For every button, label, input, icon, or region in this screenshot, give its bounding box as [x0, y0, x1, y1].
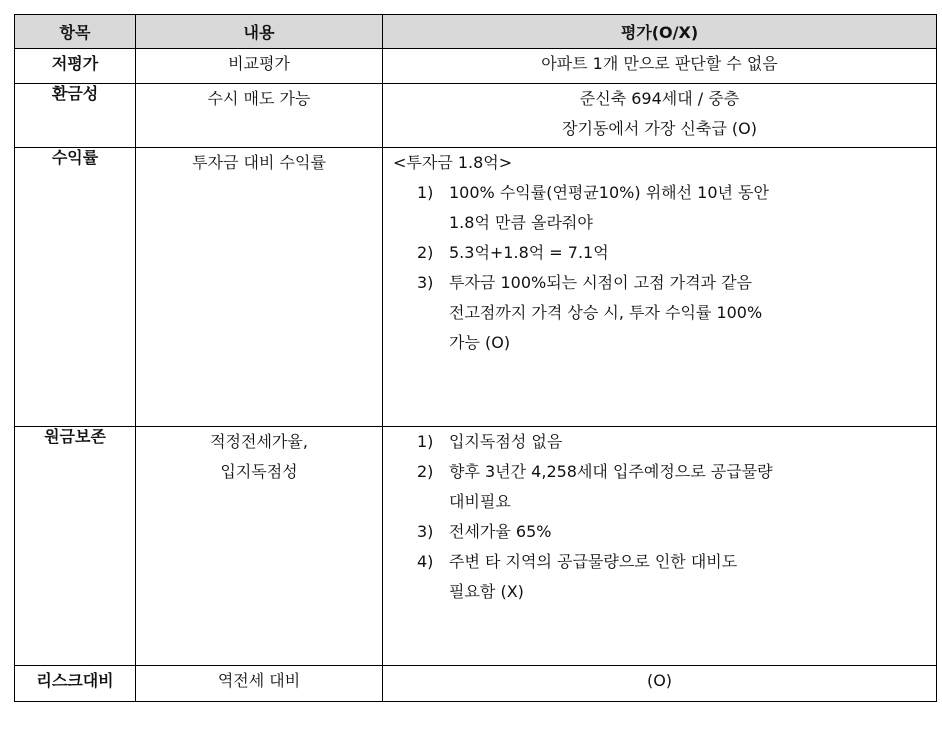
list-line: 대비필요	[449, 492, 511, 511]
row-item-label: 저평가	[15, 49, 136, 84]
list-line: 주변 타 지역의 공급물량으로 인한 대비도	[449, 552, 738, 571]
header-evaluation: 평가(O/X)	[383, 15, 937, 49]
list-line: 100% 수익률(연평균10%) 위해선 10년 동안	[449, 183, 769, 202]
row-content	[136, 148, 383, 427]
content-line: 비교평가	[228, 54, 290, 73]
list-item	[383, 238, 936, 268]
list-number: 2)	[417, 462, 434, 481]
evaluation-list	[383, 178, 936, 358]
evaluation-heading: <투자금 1.8억>	[393, 153, 513, 172]
table-row	[15, 427, 937, 666]
list-line: 필요함 (X)	[449, 582, 524, 601]
list-line: 5.3억+1.8억 = 7.1억	[449, 243, 609, 262]
list-number: 2)	[417, 243, 434, 262]
table-row	[15, 148, 937, 427]
evaluation-line: (O)	[646, 671, 673, 690]
content-line: 역전세 대비	[217, 671, 301, 690]
list-item	[383, 268, 936, 358]
row-evaluation	[383, 148, 937, 427]
list-number: 1)	[417, 183, 434, 202]
row-item-label: 리스크대비	[15, 666, 136, 702]
list-line: 입지독점성 없음	[449, 432, 563, 451]
content-line: 투자금 대비 수익률	[192, 153, 326, 172]
list-number: 1)	[417, 432, 434, 451]
content-line: 입지독점성	[220, 462, 298, 481]
list-item	[383, 457, 936, 517]
list-number: 3)	[417, 273, 434, 292]
row-evaluation	[383, 666, 937, 702]
list-line: 투자금 100%되는 시점이 고점 가격과 같음	[449, 273, 753, 292]
list-item	[383, 517, 936, 547]
row-evaluation	[383, 49, 937, 84]
list-number: 4)	[417, 552, 434, 571]
table-header-row	[15, 15, 937, 49]
list-line: 1.8억 만큼 올라줘야	[449, 213, 593, 232]
row-content	[136, 49, 383, 84]
row-content	[136, 427, 383, 666]
row-content	[136, 666, 383, 702]
list-line: 전고점까지 가격 상승 시, 투자 수익률 100%	[449, 303, 763, 322]
list-line: 전세가율 65%	[449, 522, 552, 541]
content-line: 적정전세가율,	[210, 432, 308, 451]
header-content: 내용	[136, 15, 383, 49]
header-item: 항목	[15, 15, 136, 49]
list-line: 향후 3년간 4,258세대 입주예정으로 공급물량	[449, 462, 773, 481]
list-line: 가능 (O)	[449, 333, 511, 352]
row-evaluation	[383, 427, 937, 666]
list-item	[383, 547, 936, 607]
list-number: 3)	[417, 522, 434, 541]
row-evaluation	[383, 84, 937, 148]
content-line: 수시 매도 가능	[207, 89, 311, 108]
evaluation-line: 아파트 1개 만으로 판단할 수 없음	[541, 54, 778, 73]
evaluation-list	[383, 427, 936, 607]
table-row	[15, 666, 937, 702]
table-row	[15, 49, 937, 84]
evaluation-table	[14, 14, 937, 702]
evaluation-line: 준신축 694세대 / 중층	[579, 89, 740, 108]
row-content	[136, 84, 383, 148]
row-item-label: 환금성	[15, 84, 136, 148]
row-item-label: 원금보존	[15, 427, 136, 666]
list-item	[383, 178, 936, 238]
table-row	[15, 84, 937, 148]
list-item	[383, 427, 936, 457]
row-item-label: 수익률	[15, 148, 136, 427]
evaluation-line: 장기동에서 가장 신축급 (O)	[562, 119, 757, 138]
